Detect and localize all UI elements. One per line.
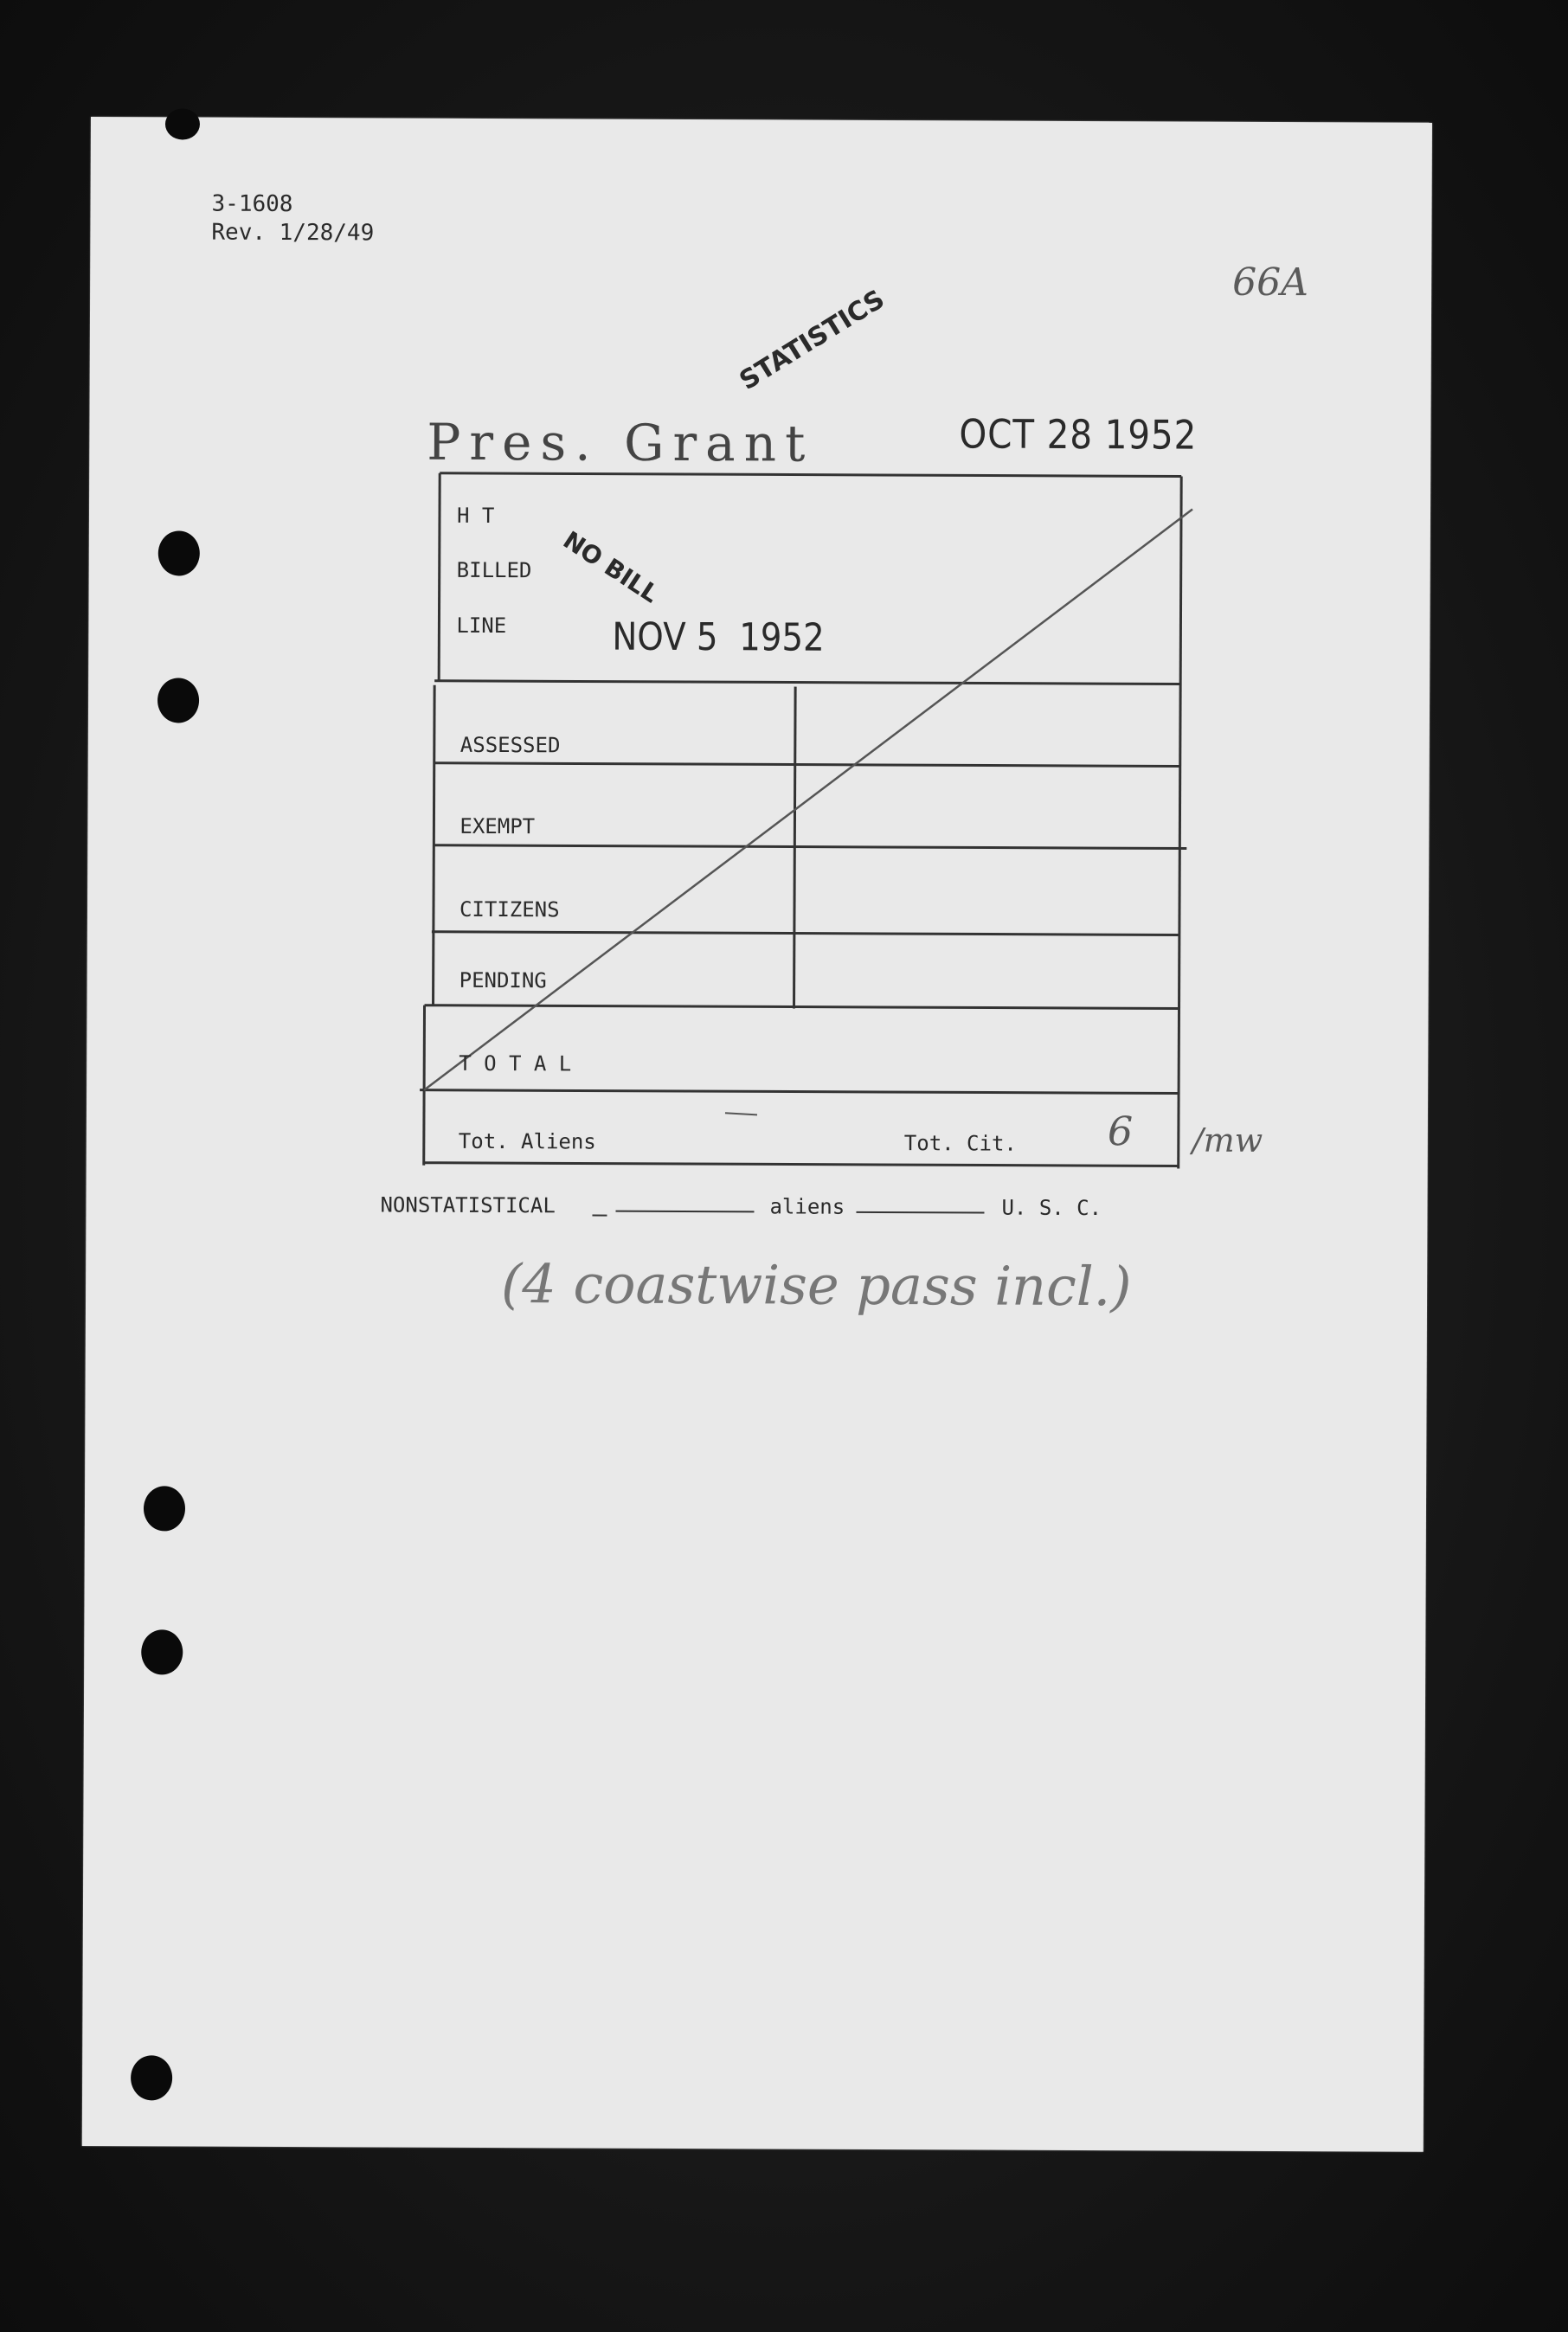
received-date-stamp: OCT 28 1952 [959,410,1198,459]
line-label: LINE [456,613,507,639]
row-label-exempt: EXEMPT [459,813,536,839]
statistics-stamp: STATISTICS [734,284,890,397]
row-label-pending: PENDING [459,967,547,993]
tot-aliens-label: Tot. Aliens [458,1128,596,1154]
billed-label: BILLED [456,557,532,583]
total-label: T O T A L [459,1050,572,1076]
form-number: 3-1608 [211,190,293,218]
nonstatistical-label: NONSTATISTICAL [380,1192,556,1218]
vessel-name: Pres. Grant [427,412,814,473]
handwritten-note: (4 coastwise pass incl.) [500,1252,1132,1319]
aliens-label: aliens [769,1194,845,1219]
initials: /mw [1192,1121,1263,1160]
document-page [82,117,1432,2152]
ht-label: H T [456,503,495,529]
usc-label: U. S. C. [1001,1195,1102,1221]
form-revision: Rev. 1/28/49 [211,219,375,247]
tot-cit-value: 6 [1107,1108,1134,1155]
row-label-assessed: ASSESSED [459,732,561,758]
page-mark: 66A [1232,260,1309,305]
row-label-citizens: CITIZENS [459,896,560,922]
billed-date-stamp: NOV 5 1952 [612,614,825,660]
no-bill-stamp: NO BILL [557,525,665,609]
tot-cit-label: Tot. Cit. [903,1131,1017,1156]
